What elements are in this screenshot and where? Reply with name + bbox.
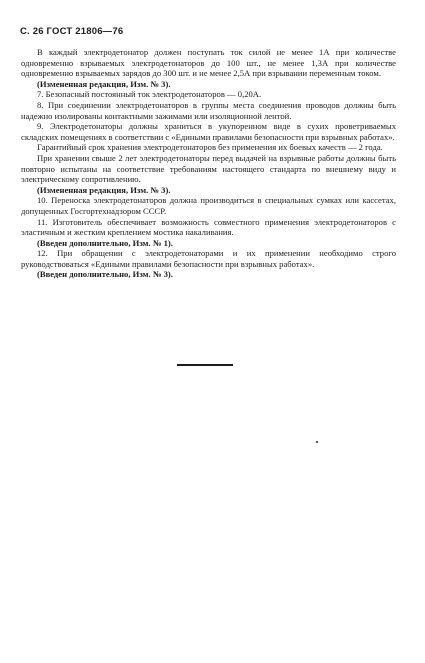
paragraph-7: 7. Безопасный постоянный ток электродетонаторов — 0,20А. (37, 89, 262, 100)
paragraph-9: 9. Электродетонаторы должны храниться в укупоренном виде в сухих проветриваемых складских помещениях в соответствии с «Едиными правилами безопасности при взрывных работах». (21, 121, 396, 142)
paragraph-current-requirements: В каждый электродетонатор должен поступать ток силой не менее 1А при количестве одновременно взрываемых электродетонаторов до 100 шт., не менее 1,3А при количестве одновременно взрываемых зарядов до 300 шт. и не менее 2,5А при взрывании переменным током. (21, 47, 396, 79)
amendment-note: (Введен дополнительно, Изм. № 1). (37, 237, 173, 248)
amendment-note: (Введен дополнительно, Изм. № 3). (37, 269, 173, 280)
page-header: С. 26 ГОСТ 21806—76 (20, 26, 124, 37)
paragraph-11: 11. Изготовитель обеспечивает возможность совместного применения электродетонаторов с эластичным и жестким креплением мостика накаливания. (21, 216, 396, 238)
paragraph-8: 8. При соединении электродетонаторов в группы места соединения проводов должны быть надежно изолированы контактными зажимами или изоляционной лентой. (21, 99, 396, 121)
paragraph-10: 10. Переноска электродетонаторов должна производиться в специальных сумках или кассетах, допущенных Госгортехнадзором СССР. (21, 195, 396, 216)
paragraph-storage-retest: При хранении свыше 2 лет электродетонаторы перед выдачей на взрывные работы должны быть повторно испытаны на соответствие требованиям настоящего стандарта по внешнему виду и электрическому сопротивлению. (21, 152, 396, 185)
amendment-note: (Измененная редакция, Изм. № 3). (37, 184, 171, 195)
end-of-section-rule (177, 364, 233, 366)
scan-speck (316, 441, 318, 443)
amendment-note: (Измененная редакция, Изм. № 3). (37, 78, 171, 89)
paragraph-warranty: Гарантийный срок хранения электродетонаторов без применения их боевых качеств — 2 года. (37, 142, 383, 153)
paragraph-12: 12. При обращении с электродетонаторами и их применении необходимо строго руководствоваться «Едиными правилами безопасности при взрывных работах». (21, 248, 396, 269)
document-body (21, 47, 396, 280)
